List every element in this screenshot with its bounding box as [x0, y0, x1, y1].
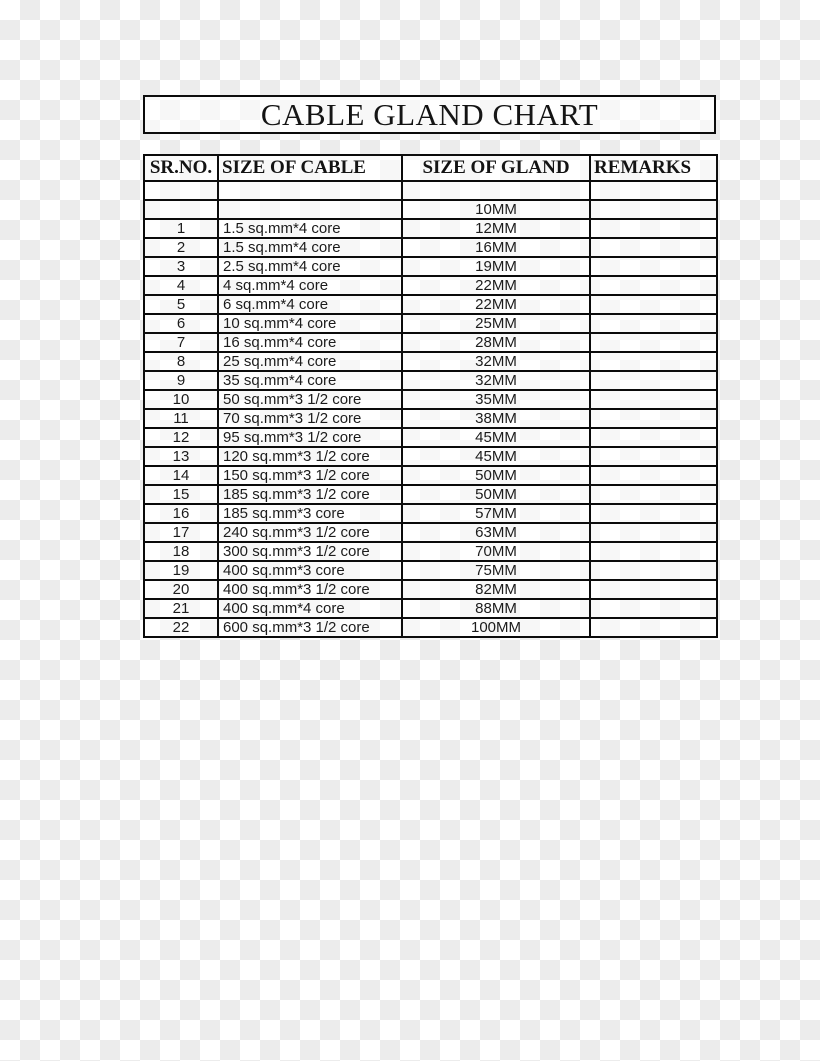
table-row: [144, 485, 717, 504]
cable-size-cell: 2.5 sq.mm*4 core: [218, 257, 402, 276]
remarks-cell: [590, 580, 717, 599]
sr-no-cell: 21: [144, 599, 218, 618]
cable-size-cell: 150 sq.mm*3 1/2 core: [218, 466, 402, 485]
table-row: [144, 276, 717, 295]
remarks-cell: [590, 200, 717, 219]
table-row: [144, 295, 717, 314]
gland-size-cell: 19MM: [402, 257, 590, 276]
gland-size-cell: 45MM: [402, 428, 590, 447]
sr-no-cell: 9: [144, 371, 218, 390]
page-title: CABLE GLAND CHART: [260, 96, 599, 132]
cable-gland-table: [143, 154, 718, 638]
remarks-cell: [590, 219, 717, 238]
sr-no-cell: 18: [144, 542, 218, 561]
table-row: [144, 542, 717, 561]
table-row: [144, 523, 717, 542]
sr-no-cell: 15: [144, 485, 218, 504]
gland-size-cell: 50MM: [402, 466, 590, 485]
gland-size-cell: 45MM: [402, 447, 590, 466]
table-row: [144, 238, 717, 257]
gland-size-cell: [402, 181, 590, 200]
table-row: [144, 561, 717, 580]
header-sr-no: SR.NO.: [144, 155, 218, 181]
gland-size-cell: 10MM: [402, 200, 590, 219]
remarks-cell: [590, 504, 717, 523]
cable-size-cell: [218, 181, 402, 200]
cable-size-cell: 185 sq.mm*3 core: [218, 504, 402, 523]
gland-size-cell: 38MM: [402, 409, 590, 428]
gland-size-cell: 82MM: [402, 580, 590, 599]
header-remarks: REMARKS: [590, 155, 717, 181]
table-row: [144, 447, 717, 466]
sr-no-cell: 6: [144, 314, 218, 333]
table-row: [144, 599, 717, 618]
remarks-cell: [590, 447, 717, 466]
header-size-of-cable: SIZE OF CABLE: [218, 155, 402, 181]
sr-no-cell: 17: [144, 523, 218, 542]
cable-size-cell: 400 sq.mm*4 core: [218, 599, 402, 618]
table-row: [144, 219, 717, 238]
table-row: [144, 390, 717, 409]
header-size-of-gland: SIZE OF GLAND: [402, 155, 590, 181]
table-row: [144, 333, 717, 352]
sr-no-cell: 19: [144, 561, 218, 580]
remarks-cell: [590, 352, 717, 371]
gland-size-cell: 32MM: [402, 352, 590, 371]
chart-title-box: [143, 95, 716, 134]
remarks-cell: [590, 599, 717, 618]
table-row: [144, 352, 717, 371]
gland-size-cell: 22MM: [402, 295, 590, 314]
sr-no-cell: 14: [144, 466, 218, 485]
gland-size-cell: 32MM: [402, 371, 590, 390]
gland-size-cell: 12MM: [402, 219, 590, 238]
gland-size-cell: 63MM: [402, 523, 590, 542]
table-row: [144, 314, 717, 333]
remarks-cell: [590, 409, 717, 428]
remarks-cell: [590, 371, 717, 390]
cable-size-cell: 16 sq.mm*4 core: [218, 333, 402, 352]
gland-size-cell: 35MM: [402, 390, 590, 409]
remarks-cell: [590, 618, 717, 637]
remarks-cell: [590, 333, 717, 352]
gland-size-cell: 22MM: [402, 276, 590, 295]
remarks-cell: [590, 523, 717, 542]
cable-size-cell: 300 sq.mm*3 1/2 core: [218, 542, 402, 561]
table-row: [144, 504, 717, 523]
sr-no-cell: 2: [144, 238, 218, 257]
gland-size-cell: 28MM: [402, 333, 590, 352]
cable-size-cell: 6 sq.mm*4 core: [218, 295, 402, 314]
table-row: [144, 200, 717, 219]
cable-size-cell: 35 sq.mm*4 core: [218, 371, 402, 390]
gland-size-cell: 50MM: [402, 485, 590, 504]
cable-size-cell: 70 sq.mm*3 1/2 core: [218, 409, 402, 428]
cable-size-cell: [218, 200, 402, 219]
gland-size-cell: 25MM: [402, 314, 590, 333]
table-row: [144, 257, 717, 276]
remarks-cell: [590, 485, 717, 504]
gland-size-cell: 75MM: [402, 561, 590, 580]
cable-size-cell: 185 sq.mm*3 1/2 core: [218, 485, 402, 504]
cable-size-cell: 1.5 sq.mm*4 core: [218, 238, 402, 257]
cable-size-cell: 120 sq.mm*3 1/2 core: [218, 447, 402, 466]
cable-size-cell: 4 sq.mm*4 core: [218, 276, 402, 295]
sr-no-cell: 1: [144, 219, 218, 238]
cable-size-cell: 95 sq.mm*3 1/2 core: [218, 428, 402, 447]
remarks-cell: [590, 466, 717, 485]
sr-no-cell: 4: [144, 276, 218, 295]
table-row: [144, 466, 717, 485]
table-row: [144, 409, 717, 428]
gland-size-cell: 70MM: [402, 542, 590, 561]
gland-size-cell: 100MM: [402, 618, 590, 637]
table-row: [144, 618, 717, 637]
cable-size-cell: 400 sq.mm*3 1/2 core: [218, 580, 402, 599]
sr-no-cell: 7: [144, 333, 218, 352]
cable-size-cell: 10 sq.mm*4 core: [218, 314, 402, 333]
sr-no-cell: 16: [144, 504, 218, 523]
remarks-cell: [590, 295, 717, 314]
sr-no-cell: 10: [144, 390, 218, 409]
cable-size-cell: 25 sq.mm*4 core: [218, 352, 402, 371]
cable-size-cell: 1.5 sq.mm*4 core: [218, 219, 402, 238]
table-row: [144, 371, 717, 390]
cable-size-cell: 50 sq.mm*3 1/2 core: [218, 390, 402, 409]
remarks-cell: [590, 276, 717, 295]
cable-size-cell: 240 sq.mm*3 1/2 core: [218, 523, 402, 542]
sr-no-cell: 13: [144, 447, 218, 466]
remarks-cell: [590, 542, 717, 561]
table-header-row: [144, 155, 717, 181]
gland-size-cell: 57MM: [402, 504, 590, 523]
sr-no-cell: 3: [144, 257, 218, 276]
remarks-cell: [590, 561, 717, 580]
remarks-cell: [590, 314, 717, 333]
sr-no-cell: 20: [144, 580, 218, 599]
table-row: [144, 181, 717, 200]
gland-size-cell: 88MM: [402, 599, 590, 618]
sr-no-cell: 5: [144, 295, 218, 314]
remarks-cell: [590, 238, 717, 257]
remarks-cell: [590, 428, 717, 447]
sr-no-cell: 8: [144, 352, 218, 371]
remarks-cell: [590, 390, 717, 409]
sr-no-cell: [144, 200, 218, 219]
sr-no-cell: 11: [144, 409, 218, 428]
remarks-cell: [590, 181, 717, 200]
cable-size-cell: 400 sq.mm*3 core: [218, 561, 402, 580]
cable-size-cell: 600 sq.mm*3 1/2 core: [218, 618, 402, 637]
sr-no-cell: 22: [144, 618, 218, 637]
table-row: [144, 428, 717, 447]
remarks-cell: [590, 257, 717, 276]
gland-size-cell: 16MM: [402, 238, 590, 257]
table-row: [144, 580, 717, 599]
sr-no-cell: 12: [144, 428, 218, 447]
sr-no-cell: [144, 181, 218, 200]
